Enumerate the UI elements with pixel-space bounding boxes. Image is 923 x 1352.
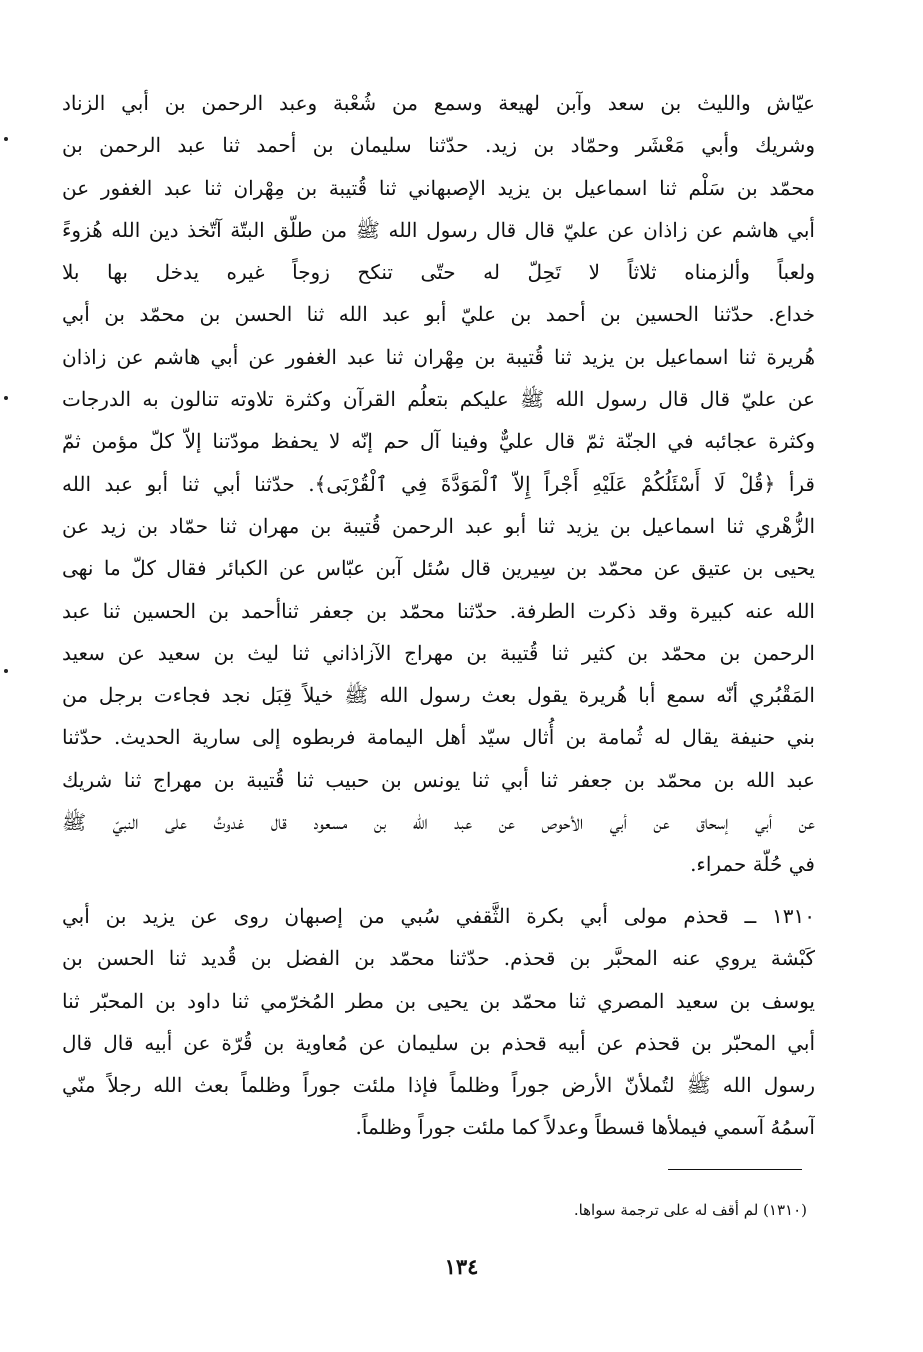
text-line: محمّد بن سَلْم ثنا اسماعيل بن يزيد الإصبهاني ثنا قُتيبة بن مِهْران ثنا عبد الغفور عن [62,175,815,200]
margin-mark [4,396,8,400]
text-line: الرحمن بن محمّد بن كثير ثنا قُتيبة بن مهراج الآزاذاني ثنا ليث بن سعيد عن سعيد [62,640,815,665]
text-line: عن عليّ قال قال رسول الله ﷺ عليكم بتعلُم القرآن وكثرة تلاوته تنالون به الدرجات [62,387,815,412]
text-line: قرأ ﴿قُلْ لَا أَسْئَلُكُمْ عَلَيْهِ أَجْراً إِلاّ ٱلْمَوَدَّةَ فِي ٱلْقُرْبَى﴾. حدّثنا أبي ثنا أبو عبد الله [62,471,815,496]
footnote-divider [668,1169,802,1170]
text-line: آسمُهُ آسمي فيملأها قسطاً وعدلاً كما ملئت جوراً وظلماً. [355,1115,815,1140]
text-line: الزُّهْري ثنا اسماعيل بن يزيد ثنا أبو عبد الرحمن قُتيبة بن مهران ثنا حمّاد بن زيد عن [62,513,815,538]
text-line: الله عنه كبيرة وقد ذكرت الطرفة. حدّثنا محمّد بن جعفر ثناأحمد بن الحسين ثنا عبد [62,598,815,623]
text-line: ولعباً وألزمناه ثلاثاً لا تَحِلّ له حتّى تنكح زوجاً غيره يدخل بها بلا [62,260,815,285]
text-line: يحيى بن عتيق عن محمّد بن سِيرين قال سُئل آبن عبّاس عن الكبائر فقال كلّ ما نهى [62,556,815,581]
text-line: عيّاش والليث بن سعد وآبن لهيعة وسمع من شُعْبة وعبد الرحمن بن أبي الزناد [62,91,815,115]
margin-mark [4,137,8,141]
footnote: (١٣١٠) لم أقف له على ترجمة سواها. [573,1201,807,1219]
text-line: وشريك وأبي مَعْشَر وحمّاد بن زيد. حدّثنا سليمان بن أحمد ثنا عبد الرحمن بن [62,133,815,158]
text-line: بني حنيفة يقال له ثُمامة بن أُثال سيّد أهل اليمامة فربطوه إلى سارية الحديث. حدّثنا [62,725,815,750]
text-line: عبد الله بن محمّد بن جعفر ثنا أبي ثنا يونس بن حبيب ثنا قُتيبة بن مهراج ثنا شريك [62,767,815,792]
main-paragraph [62,82,815,886]
text-line: رسول الله ﷺ لتُملأنّ الأرض جوراً وظلماً فإذا ملئت جوراً وظلماً بعث الله رجلاً منّي [62,1073,815,1098]
text-line: أبي هاشم عن زاذان عن عليّ قال قال رسول الله ﷺ من طلّق البتّة آتّخذ دين الله هُزوءً [62,217,815,242]
text-line: في حُلّة حمراء. [690,852,815,877]
text-line: أبي المحبّر بن قحذم عن أبيه قحذم بن سليمان عن مُعاوية بن قُرّة عن أبيه قال قال [62,1030,815,1055]
text-line: هُريرة ثنا اسماعيل بن يزيد ثنا قُتيبة بن مِهْران ثنا عبد الغفور عن أبي هاشم عن زاذان [62,344,815,369]
text-line: يوسف بن سعيد المصري ثنا محمّد بن يحيى بن مطر المُخرّمي ثنا داود بن المحبّر ثنا [62,988,815,1013]
text-line: وكثرة عجائبه في الجنّة ثمّ قال عليٌّ وفينا آل حم إنّه لا يحفظ مودّتنا إلاّ كلّ مؤمن ثمّ [62,429,815,454]
entry-heading-line: ١٣١٠ ــ قحذم مولى أبي بكرة الثَّقفي سُبي من إصبهان روى عن يزيد بن أبي [62,904,815,928]
page-number: ١٣٤ [444,1254,479,1279]
text-line: المَقْبُري أنّه سمع أبا هُريرة يقول بعث رسول الله ﷺ خيلاً قِبَل نجد فجاءت برجل من [62,683,815,708]
text-line: خداع. حدّثنا الحسين بن أحمد بن عليّ أبو عبد الله ثنا الحسن بن محمّد بن أبي [62,302,815,327]
margin-mark [4,669,8,673]
text-line: عن أبي إسحاق عن أبي الأحوص عن عبد الله بن مسعود قال غدوتُ على النبيّ ﷺ [62,810,815,835]
text-line: كَبْشة يروي عنه المحبَّر بن قحذم. حدّثنا محمّد بن الفضل بن قُديد ثنا الحسن بن [62,946,815,971]
entry-paragraph [62,895,815,1149]
